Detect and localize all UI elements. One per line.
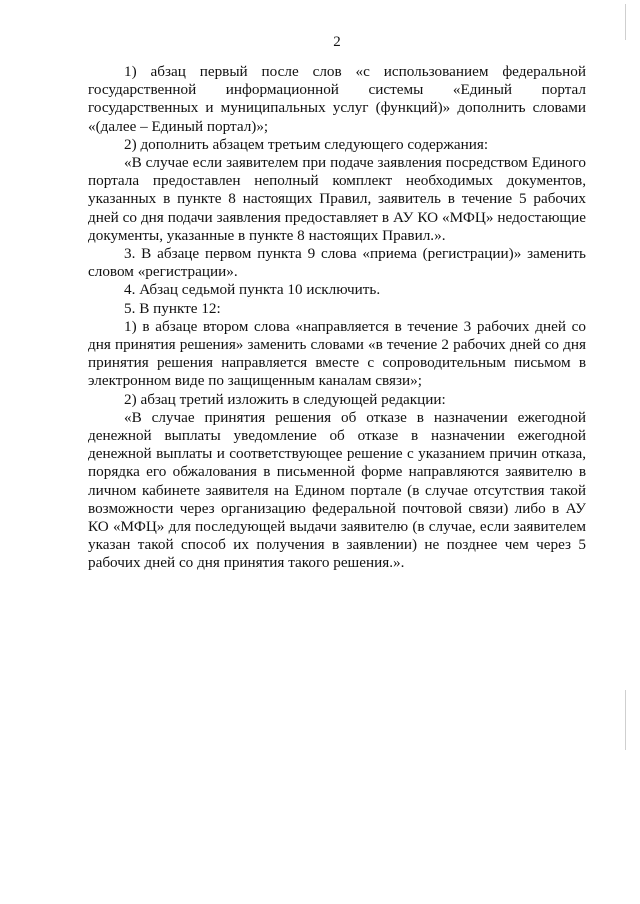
paragraph-3: «В случае если заявителем при подаче заявления посредством Единого портала предоставлен неполный комплект необходимых документов, указанных в пункте 8 настоящих Правил, заявитель в течение 5 рабочих дней со дня подачи заявления предоставляет в АУ КО «МФЦ» недостающие документы, указанные в пункте 8 настоящих Правил.». [88, 154, 586, 244]
document-body [88, 63, 586, 573]
paragraph-4: 3. В абзаце первом пункта 9 слова «приема (регистрации)» заменить словом «регистрации». [88, 245, 586, 281]
scan-edge-mark-top [625, 4, 626, 40]
paragraph-7: 1) в абзаце втором слова «направляется в течение 3 рабочих дней со дня принятия решения» заменить словами «в течение 2 рабочих дней со дня принятия решения направляется вместе с сопроводительным письмом в электронном виде по защищенным каналам связи»; [88, 317, 586, 390]
paragraph-9: «В случае принятия решения об отказе в назначении ежегодной денежной выплаты уведомление об отказе в назначении ежегодной денежной выплаты и соответствующее решение с указанием причин отказа, порядка его обжалования в письменной форме направляются заявителю в личном кабинете заявителя на Едином портале (в случае отсутствия такой возможности через организацию федеральной почтовой связи) либо в АУ КО «МФЦ» для последующей выдачи заявителю (в случае, если заявителем указан такой способ их получения в заявлении) не позднее чем через 5 рабочих дней со дня принятия такого решения.». [88, 408, 586, 572]
paragraph-6: 5. В пункте 12: [124, 299, 221, 317]
page-number: 2 [333, 34, 341, 50]
paragraph-2: 2) дополнить абзацем третьим следующего содержания: [124, 135, 489, 153]
paragraph-1: 1) абзац первый после слов «с использованием федеральной государственной информационной системы «Единый портал государственных и муниципальных услуг (функций)» дополнить словами «(далее – Единый портал)»; [88, 63, 586, 135]
scan-edge-mark-bottom [625, 690, 626, 750]
paragraph-5: 4. Абзац седьмой пункта 10 исключить. [124, 281, 381, 299]
paragraph-8: 2) абзац третий изложить в следующей редакции: [124, 390, 446, 408]
